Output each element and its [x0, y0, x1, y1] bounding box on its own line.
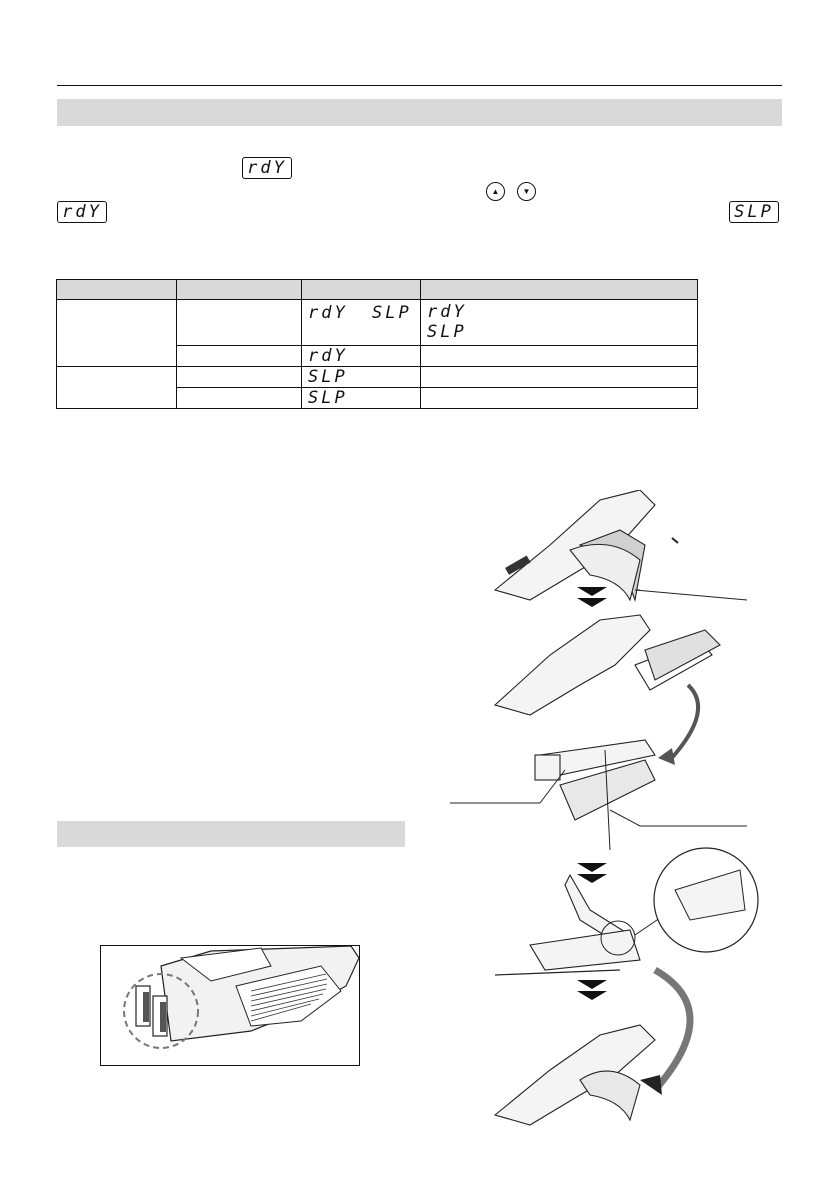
lcd-ready-inline-1: rdY — [242, 157, 292, 179]
mode-table — [56, 279, 698, 409]
table-cell — [421, 346, 698, 367]
lcd-ready-text: rdY — [427, 302, 467, 322]
table-cell — [421, 367, 698, 388]
section-header-bar-2 — [57, 821, 405, 847]
lcd-ready-inline-2: rdY — [57, 201, 107, 223]
table-cell — [177, 367, 302, 388]
tip-figure-box — [100, 945, 360, 1066]
lcd-ready-text: rdY — [308, 303, 348, 323]
table-cell — [421, 388, 698, 409]
table-cell — [177, 300, 302, 346]
table-cell — [57, 300, 177, 367]
lcd-sleep-text: SLP — [427, 322, 467, 342]
table-cell — [177, 388, 302, 409]
table-header-cell — [302, 280, 421, 300]
table-cell — [302, 346, 421, 367]
table-cell — [57, 367, 177, 409]
table-cell — [421, 300, 698, 346]
lcd-sleep-text: SLP — [308, 388, 348, 408]
down-button-icon: ▼ — [517, 182, 536, 201]
lcd-sleep-text: SLP — [308, 367, 348, 387]
table-cell — [302, 300, 421, 346]
table-header-cell — [177, 280, 302, 300]
table-header-cell — [57, 280, 177, 300]
section-header-bar — [57, 99, 782, 126]
header-rule — [57, 85, 782, 86]
up-button-icon: ▲ — [486, 182, 505, 201]
heater-assembly-illustration — [440, 490, 770, 1130]
table-cell — [302, 367, 421, 388]
lcd-ready-text: rdY — [308, 346, 348, 366]
table-cell — [177, 346, 302, 367]
table-cell — [302, 388, 421, 409]
lcd-sleep-text: SLP — [372, 303, 412, 323]
down-triangle-arrow-icon — [577, 587, 607, 607]
lcd-sleep-inline: SLP — [729, 201, 779, 223]
soldering-tip-illustration — [101, 946, 359, 1065]
table-header-cell — [421, 280, 698, 300]
